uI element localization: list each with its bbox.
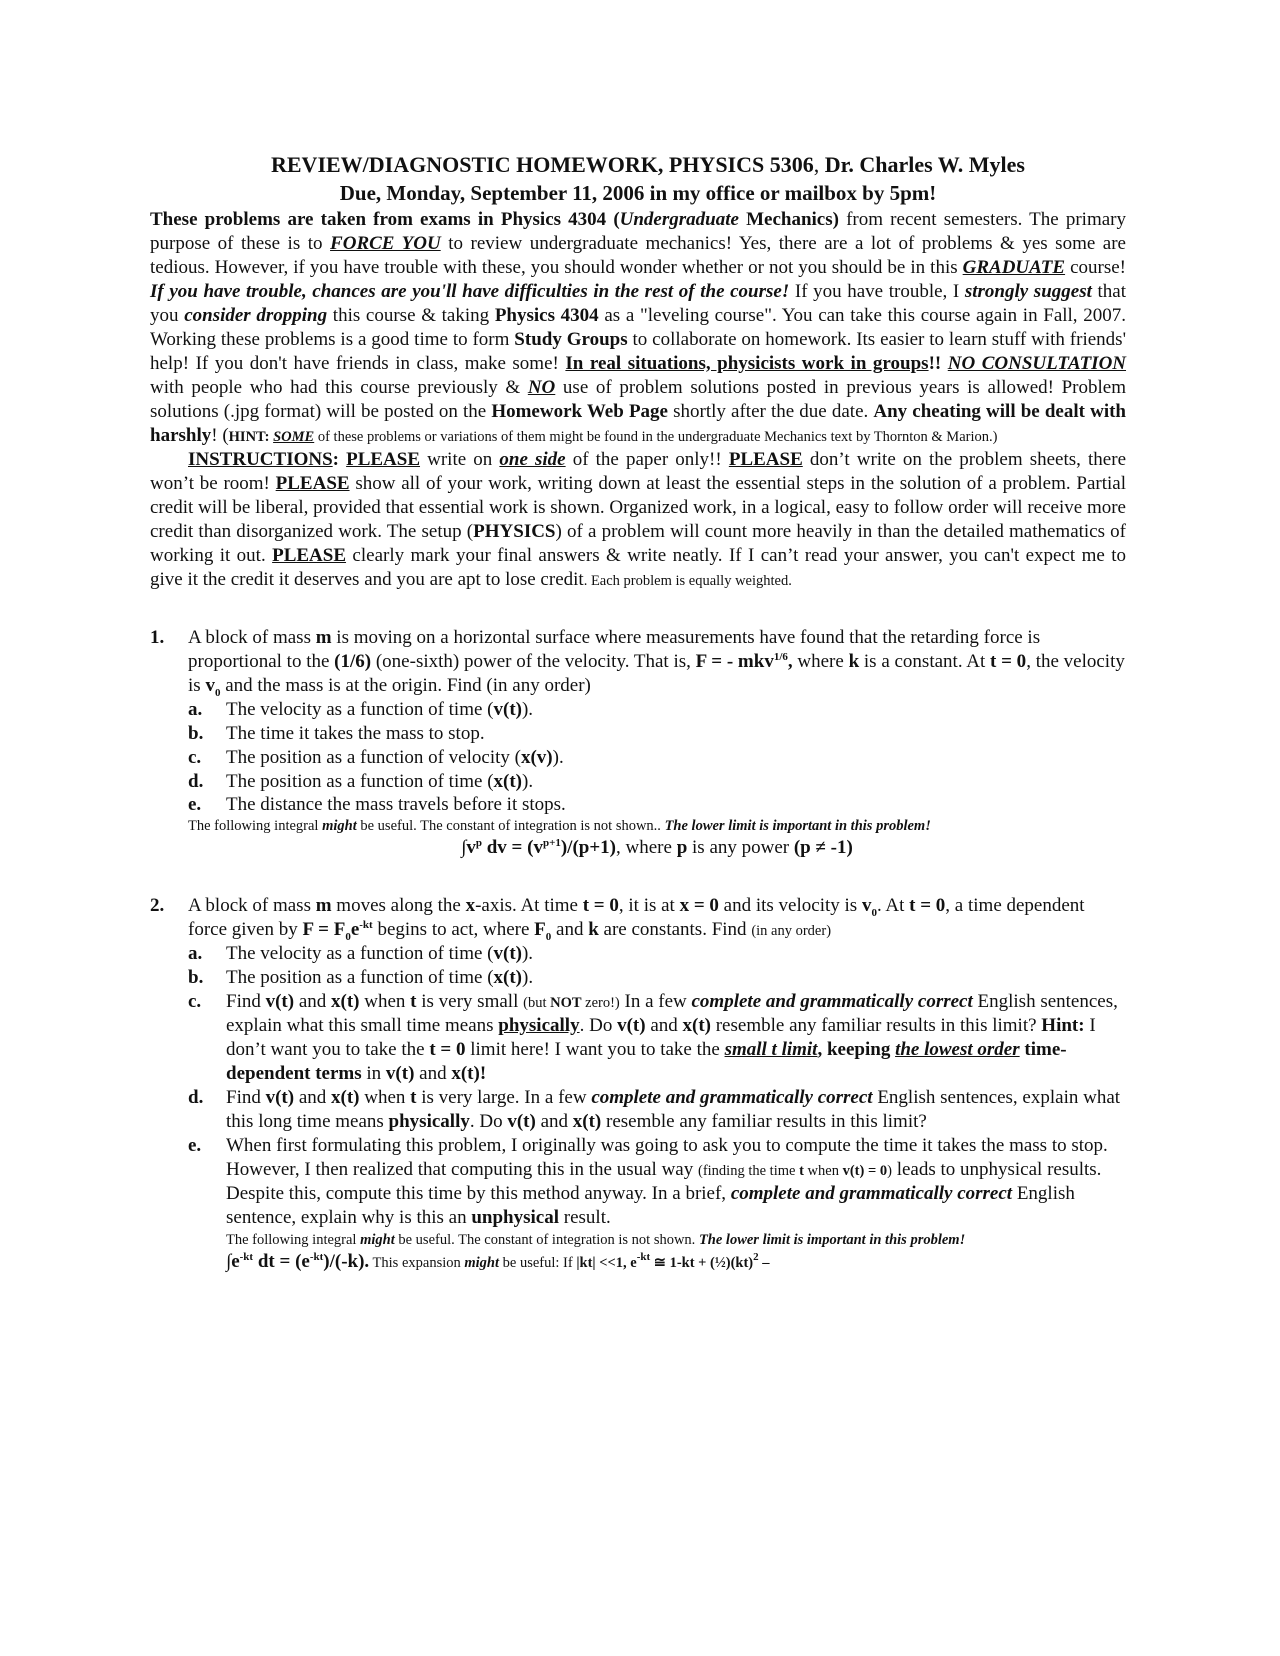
problem-part: c. Find v(t) and x(t) when t is very small (but NOT zero!) In a few complete and grammatically correct English sentences, explain what this small time means physically. Do v(t) and x(t) resemble any familiar results in this limit? Hint: I don’t want you to take the t = 0 limit here! I want you to take the small t limit, keeping the lowest order time-dependent terms in v(t) and x(t)! bbox=[188, 991, 1118, 1084]
problem-part: a. The velocity as a function of time (v(t)). bbox=[188, 699, 534, 720]
instructions-paragraph: INSTRUCTIONS: PLEASE write on one side of the paper only!! PLEASE don’t write on the problem sheets, there won’t be room! PLEASE show all of your work, writing down at least the essential steps in the solution of a problem. Partial credit will be liberal, provided that essential work is shown. Organized work, in a logical, easy to follow order will receive more credit than disorganized work. The setup (PHYSICS) of a problem will count more heavily in than the detailed mathematics of working it out. PLEASE clearly mark your final answers & write neatly. If I can’t read your answer, you can't expect me to give it the credit it deserves and you are apt to lose credit. Each problem is equally weighted. bbox=[150, 449, 1127, 590]
integral-note: The following integral might be useful. The constant of integration is not shown.. The lower limit is important in this problem! bbox=[188, 818, 931, 834]
problem-part: d. Find v(t) and x(t) when t is very large. In a few complete and grammatically correct English sentences, explain what this long time means physically. Do v(t) and x(t) resemble any familiar results in this limit? bbox=[188, 1087, 1121, 1132]
problem-number: 2. bbox=[150, 895, 165, 916]
document-page bbox=[150, 152, 1126, 1274]
problem-part: a. The velocity as a function of time (v(t)). bbox=[188, 943, 534, 964]
problem-part: b. The time it takes the mass to stop. bbox=[188, 723, 485, 744]
problem-number: 1. bbox=[150, 627, 165, 648]
due-date: Due, Monday, September 11, 2006 in my office or mailbox by 5pm! bbox=[339, 181, 937, 205]
title-separator: , bbox=[813, 152, 825, 177]
problem-statement: A block of mass m moves along the x-axis. At time t = 0, it is at x = 0 and its velocity is $v_0$. At t = 0, a time dependent force given by $F = F_0e^{-kt}$ begins to act, where $F_0$ and k are constants. Find (in any order) bbox=[188, 895, 1085, 943]
problem-part: e. The distance the mass travels before it stops. bbox=[188, 794, 566, 815]
problem-part: b. The position as a function of time (x(t)). bbox=[188, 967, 534, 988]
integral-note: The following integral might be useful. The constant of integration is not shown. The lower limit is important in this problem! bbox=[226, 1232, 966, 1248]
problem-part: c. The position as a function of velocity (x(v)). bbox=[188, 747, 564, 768]
problem-1 bbox=[150, 626, 1126, 860]
problem-part: e. When first formulating this problem, I originally was going to ask you to compute the time it takes the mass to stop. However, I then realized that computing this in the usual way (finding the time t when v(t) = 0) leads to unphysical results. Despite this, compute this time by this method anyway. In a brief, complete and grammatically correct English sentence, explain why is this an unphysical result. The following integral might be useful. The constant of integration is not shown. The lower limit is important in this problem! $\int e^{-kt}$ dt = $(e^{-kt})/(-k)$. This expansion might be useful: If |kt| <<1, $e^{-kt}$ ≅ 1-kt + (½)(kt)$^2$ – bbox=[188, 1134, 1126, 1274]
integral-formula: $\int v^p$ dv = $(v^{p+1})/(p+1)$, where p is any power (p ≠ -1) bbox=[461, 837, 853, 858]
problem-2 bbox=[150, 894, 1126, 1274]
page-title bbox=[170, 152, 1126, 178]
problem-part: d. The position as a function of time (x(t)). bbox=[188, 771, 534, 792]
title-author: Dr. Charles W. Myles bbox=[824, 152, 1025, 177]
intro-paragraph: These problems are taken from exams in Physics 4304 (Undergraduate Mechanics) from recent semesters. The primary purpose of these is to FORCE YOU to review undergraduate mechanics! Yes, there are a lot of problems & yes some are tedious. However, if you have trouble with these, you should wonder whether or not you should be in this GRADUATE course! If you have trouble, chances are you'll have difficulties in the rest of the course! If you have trouble, I strongly suggest that you consider dropping this course & taking Physics 4304 as a "leveling course". You can take this course again in Fall, 2007. Working these problems is a good time to form Study Groups to collaborate on homework. Its easier to learn stuff with friends' help! If you don't have friends in class, make some! In real situations, physicists work in groups!! NO CONSULTATION with people who had this course previously & NO use of problem solutions posted in previous years is allowed! Problem solutions (.jpg format) will be posted on the Homework Web Page shortly after the due date. Any cheating will be dealt with harshly! (HINT: SOME of these problems or variations of them might be found in the undergraduate Mechanics text by Thornton & Marion.) bbox=[150, 209, 1127, 446]
integral-formula: $\int e^{-kt}$ dt = $(e^{-kt})/(-k)$. This expansion might be useful: If |kt| <<1, $e^{-kt}$ ≅ 1-kt + (½)(kt)$^2$ – bbox=[226, 1251, 770, 1272]
problem-statement: A block of mass m is moving on a horizontal surface where measurements have found that the retarding force is proportional to the (1/6) (one-sixth) power of the velocity. That is, F = - mkv$^{1/6}$, where k is a constant. At t = 0, the velocity is $v_0$ and the mass is at the origin. Find (in any order) bbox=[188, 627, 1125, 699]
title-course: REVIEW/DIAGNOSTIC HOMEWORK, PHYSICS 5306 bbox=[271, 152, 814, 177]
